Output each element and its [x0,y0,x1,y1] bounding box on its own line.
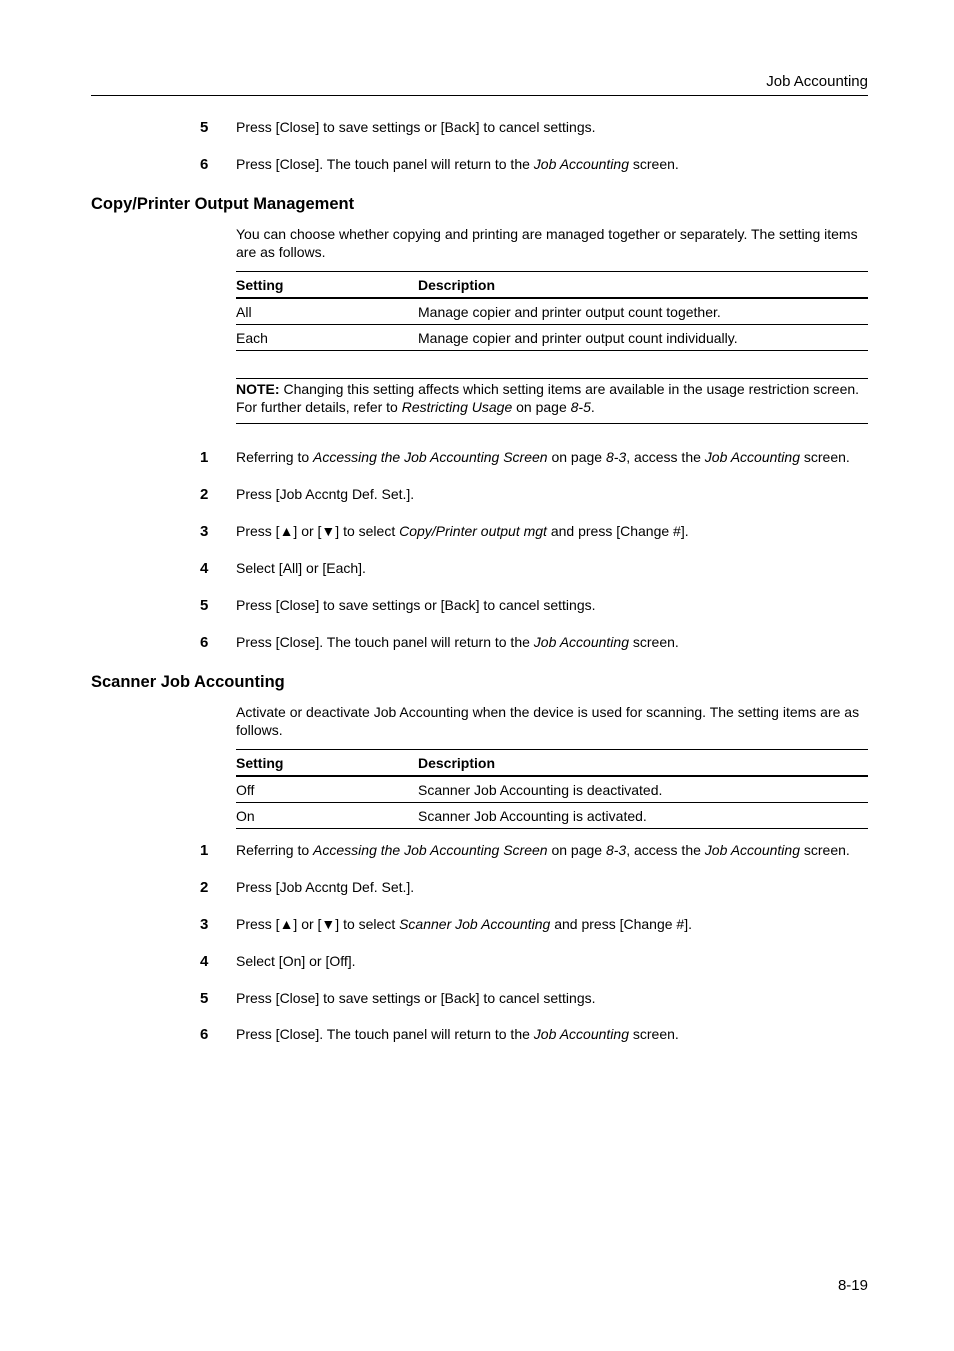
description-cell: Manage copier and printer output count together. [418,298,868,325]
setting-cell: Each [236,325,418,351]
section-intro: Activate or deactivate Job Accounting when the device is used for scanning. The setting items are as follows. [236,704,860,738]
step-text: Press [▲] or [▼] to select Scanner Job Accounting and press [Change #]. [236,916,692,932]
setting-cell: Off [236,776,418,803]
step-item [200,1025,870,1045]
note-reference: Restricting Usage [401,399,513,415]
column-header: Description [418,750,868,777]
step-number: 6 [200,1026,209,1043]
step-item [200,878,870,898]
step-item [200,596,870,616]
description-cell: Scanner Job Accounting is deactivated. [418,776,868,803]
step-item [200,559,870,579]
column-header: Description [418,272,868,299]
step-number: 5 [200,597,209,614]
step-item [200,522,870,542]
step-number: 1 [200,842,209,859]
setting-cell: All [236,298,418,325]
table-row [236,776,868,803]
step-item [200,633,870,653]
step-text: Press [Close]. The touch panel will return to the Job Accounting screen. [236,1026,679,1042]
page-number: 8-19 [837,1277,868,1294]
step-number: 3 [200,523,209,540]
table-row [236,325,868,351]
step-text: Press [Job Accntg Def. Set.]. [236,486,415,502]
step-text: Press [Close]. The touch panel will return to the Job Accounting screen. [236,156,679,172]
step-item [200,485,870,505]
step-number: 4 [200,953,209,970]
settings-table [236,749,868,829]
step-number: 6 [200,156,209,173]
step-item [200,915,870,935]
section-heading: Copy/Printer Output Management [91,195,355,213]
setting-cell: On [236,803,418,829]
table-header-row [236,272,868,299]
step-text: Referring to Accessing the Job Accounting Screen on page 8-3, access the Job Accounting screen. [236,842,850,858]
step-number: 2 [200,879,209,896]
step-text: Press [Close] to save settings or [Back] to cancel settings. [236,597,596,613]
step-number: 1 [200,449,209,466]
column-header: Setting [236,750,418,777]
note-box: NOTE: Changing this setting affects which setting items are available in the usage restriction screen. For further details, refer to Restricting Usage on page 8-5. [236,378,868,424]
step-text: Press [Job Accntg Def. Set.]. [236,879,415,895]
description-cell: Scanner Job Accounting is activated. [418,803,868,829]
step-number: 5 [200,990,209,1007]
step-item [200,952,870,972]
table-row [236,803,868,829]
step-number: 4 [200,560,209,577]
step-text: Press [▲] or [▼] to select Copy/Printer output mgt and press [Change #]. [236,523,689,539]
step-item [200,118,870,138]
section-intro: You can choose whether copying and printing are managed together or separately. The setting items are as follows. [236,226,858,260]
step-text: Press [Close]. The touch panel will return to the Job Accounting screen. [236,634,679,650]
step-number: 5 [200,119,209,136]
step-text: Press [Close] to save settings or [Back] to cancel settings. [236,119,596,135]
step-item [200,448,870,468]
step-number: 3 [200,916,209,933]
step-number: 6 [200,634,209,651]
step-text: Referring to Accessing the Job Accounting Screen on page 8-3, access the Job Accounting screen. [236,449,850,465]
section-heading: Scanner Job Accounting [91,673,285,691]
step-item [200,155,870,175]
step-text: Select [On] or [Off]. [236,953,356,969]
column-header: Setting [236,272,418,299]
step-number: 2 [200,486,209,503]
step-text: Select [All] or [Each]. [236,560,366,576]
header-divider [91,95,868,96]
step-text: Press [Close] to save settings or [Back] to cancel settings. [236,990,596,1006]
note-label: NOTE: [236,381,280,397]
step-item [200,989,870,1009]
settings-table [236,271,868,351]
description-cell: Manage copier and printer output count individually. [418,325,868,351]
running-header: Job Accounting [766,73,868,90]
table-row [236,298,868,325]
step-item [200,841,870,861]
table-header-row [236,750,868,777]
